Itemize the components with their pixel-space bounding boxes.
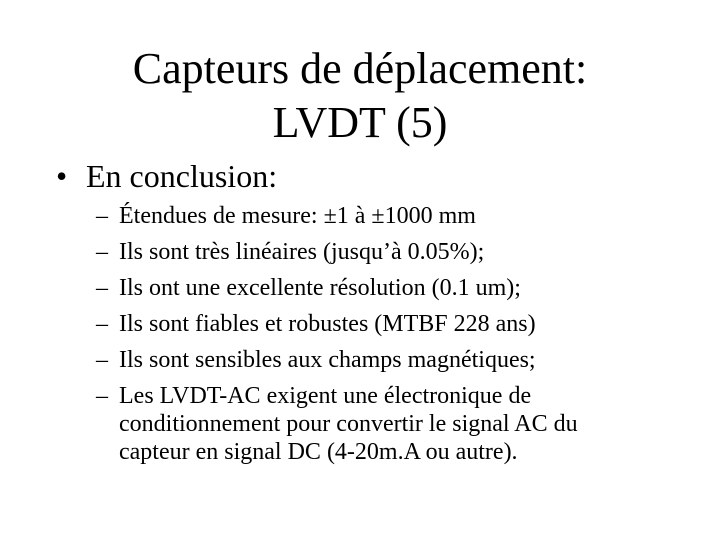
dash-icon: – bbox=[96, 383, 108, 409]
list-item bbox=[96, 306, 696, 342]
list-item bbox=[96, 234, 696, 270]
list-item bbox=[96, 270, 696, 306]
dash-icon: – bbox=[96, 311, 108, 337]
list-item-text-line-2: conditionnement pour convertir le signal AC du bbox=[119, 411, 578, 437]
list-item bbox=[96, 198, 696, 234]
list-item-last bbox=[96, 378, 696, 466]
list-item-text: Ils sont fiables et robustes (MTBF 228 ans) bbox=[119, 311, 536, 337]
bullet-text: En conclusion: bbox=[86, 158, 278, 194]
list-item-text: Ils sont sensibles aux champs magnétiques; bbox=[119, 347, 536, 373]
bullet-dot-icon: • bbox=[56, 158, 68, 194]
dash-icon: – bbox=[96, 239, 108, 265]
title-line-1: Capteurs de déplacement: bbox=[132, 44, 588, 93]
list-item bbox=[96, 342, 696, 378]
list-item-text: Ils sont très linéaires (jusqu’à 0.05%); bbox=[119, 239, 485, 265]
list-item-text: Ils ont une excellente résolution (0.1 um); bbox=[119, 275, 521, 301]
list-item-text-line-3: capteur en signal DC (4-20m.A ou autre). bbox=[119, 439, 518, 465]
slide-title bbox=[0, 42, 720, 150]
sub-bullet-list bbox=[96, 198, 696, 466]
dash-icon: – bbox=[96, 347, 108, 373]
list-item-text: Étendues de mesure: ±1 à ±1000 mm bbox=[119, 203, 476, 229]
dash-icon: – bbox=[96, 275, 108, 301]
dash-icon: – bbox=[96, 203, 108, 229]
title-line-2: LVDT (5) bbox=[272, 98, 448, 147]
list-item-text-line-1: Les LVDT-AC exigent une électronique de bbox=[119, 383, 532, 409]
bullet-main bbox=[56, 156, 277, 196]
